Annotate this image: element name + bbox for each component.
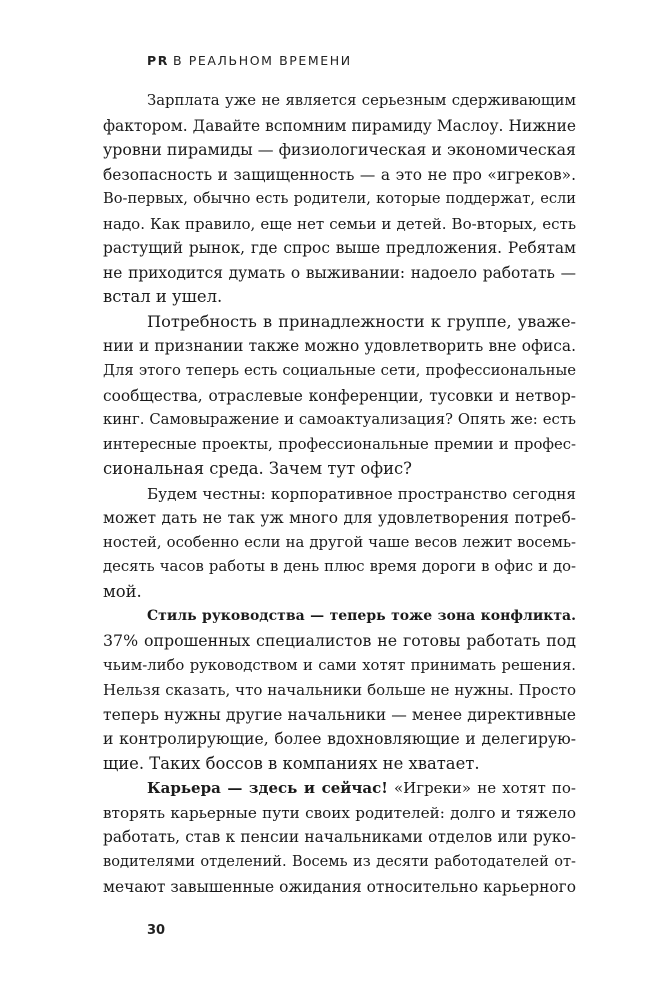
text-line: десять часов работы в день плюс время дороги в офис и до- [103, 558, 576, 576]
text-line: встал и ушел. [103, 287, 223, 307]
text-line: вторять карьерные пути своих родителей: долго и тяжело [103, 803, 576, 822]
text-line: Карьера — здесь и сейчас! «Игреки» не хотят по- [147, 779, 576, 798]
running-header [147, 53, 352, 68]
text-line: сиональная среда. Зачем тут офис? [103, 459, 412, 479]
text-line [103, 604, 576, 629]
text-line: не приходится думать о выживании: надоело работать — [103, 263, 576, 282]
body-text [103, 89, 576, 899]
page-number: 30 [147, 923, 166, 938]
text-line: Зарплата уже не является серьезным сдерживающим [147, 92, 576, 109]
text-line: чьим-либо руководством и сами хотят принимать решения. [103, 656, 576, 674]
bold-lead-in: Карьера — здесь и сейчас! [147, 779, 388, 798]
text-line: водителями отделений. Восемь из десяти работодателей от- [103, 852, 576, 870]
text-line: мечают завышенные ожидания относительно карьерного [103, 877, 576, 896]
text-line: щие. Таких боссов в компаниях не хватает. [103, 753, 480, 773]
bold-lead-in: Стиль руководства — теперь тоже зона конфликта. [147, 608, 576, 625]
text-line: 37% опрошенных специалистов не готовы работать под [103, 631, 576, 651]
text-line: и контролирующие, более вдохновляющие и делегирую- [103, 730, 576, 749]
text-line: уровни пирамиды — физиологическая и экономическая [103, 140, 576, 160]
text-line: кинг. Самовыражение и самоактуализация? Опять же: есть [103, 411, 576, 429]
text-line: Будем честны: корпоративное пространство сегодня [147, 484, 576, 503]
text-line: растущий рынок, где спрос выше предложения. Ребятам [103, 239, 576, 258]
text-line: мой. [103, 581, 142, 601]
text-line: Во-первых, обычно есть родители, которые поддержат, если [103, 190, 576, 208]
text-line: Потребность в принадлежности к группе, уваже- [147, 311, 576, 331]
text-line: безопасность и защищенность — а это не про «игреков». [103, 165, 576, 184]
text-line: сообщества, отраслевые конференции, тусовки и нетвор- [103, 386, 576, 405]
text-line: может дать не так уж много для удовлетворения потреб- [103, 509, 576, 528]
text-line: фактором. Давайте вспомним пирамиду Маслоу. Нижние [103, 116, 576, 135]
text-line: нии и признании также можно удовлетворить вне офиса. [103, 337, 576, 356]
running-header-title: В РЕАЛЬНОМ ВРЕМЕНИ [173, 53, 352, 68]
text-line: Нельзя сказать, что начальники больше не нужны. Просто [103, 681, 576, 700]
running-header-prefix: PR [147, 53, 169, 68]
text-line: теперь нужны другие начальники — менее директивные [103, 705, 576, 724]
text-line: Для этого теперь есть социальные сети, профессиональные [103, 362, 576, 380]
text-line: ностей, особенно если на другой чаше весов лежит восемь- [103, 533, 576, 551]
text-line: надо. Как правило, еще нет семьи и детей. Во-вторых, есть [103, 214, 576, 233]
text-line: работать, став к пенсии начальниками отделов или руко- [103, 828, 576, 847]
text-line: интересные проекты, профессиональные премии и профес- [103, 435, 576, 453]
